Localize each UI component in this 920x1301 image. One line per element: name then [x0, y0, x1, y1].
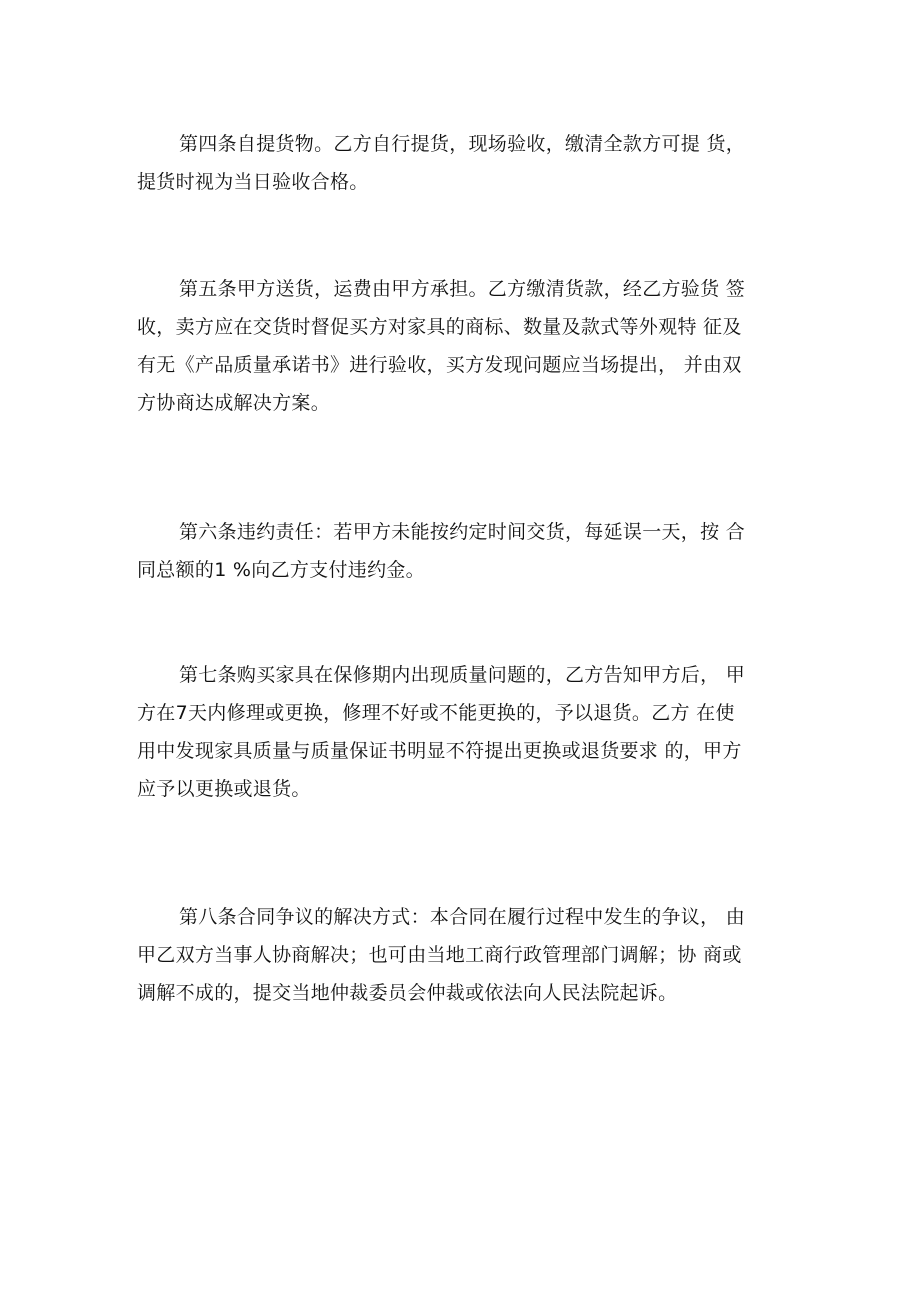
- clause-line: 第四条自提货物。乙方自行提货，现场验收，缴清全款方可提 货，: [179, 133, 746, 155]
- clause-7-warranty: [137, 656, 771, 808]
- clause-5-delivery: [137, 270, 771, 422]
- clause-line: 调解不成的，提交当地仲裁委员会仲裁或依法向人民法院起诉。: [137, 982, 678, 1004]
- clause-line: 第五条甲方送货，运费由甲方承担。乙方缴清货款，经乙方验货 签: [179, 278, 746, 300]
- clause-line: 有无《产品质量承诺书》进行验收，买方发现问题应当场提出， 并由双: [137, 354, 742, 376]
- clause-line: 同总额的1 %向乙方支付违约金。: [137, 559, 425, 581]
- clause-line: 第七条购买家具在保修期内出现质量问题的，乙方告知甲方后， 甲: [179, 664, 746, 686]
- clause-4-self-pickup: [137, 125, 771, 201]
- clause-line: 提货时视为当日验收合格。: [137, 171, 369, 193]
- clause-line: 第八条合同争议的解决方式：本合同在履行过程中发生的争议， 由: [179, 906, 746, 928]
- clause-line: 方在7天内修理或更换，修理不好或不能更换的，予以退货。乙方 在使: [137, 702, 735, 724]
- clause-6-liability: [137, 513, 771, 589]
- clause-line: 应予以更换或退货。: [137, 778, 311, 800]
- clause-line: 甲乙双方当事人协商解决；也可由当地工商行政管理部门调解；协 商或: [137, 944, 742, 966]
- clause-line: 第六条违约责任：若甲方未能按约定时间交货，每延误一天，按 合: [179, 521, 746, 543]
- clause-line: 收，卖方应在交货时督促买方对家具的商标、数量及款式等外观特 征及: [137, 316, 742, 338]
- clause-line: 用中发现家具质量与质量保证书明显不符提出更换或退货要求 的，甲方: [137, 740, 742, 762]
- clause-8-dispute-resolution: [137, 898, 771, 1012]
- clause-line: 方协商达成解决方案。: [137, 392, 331, 414]
